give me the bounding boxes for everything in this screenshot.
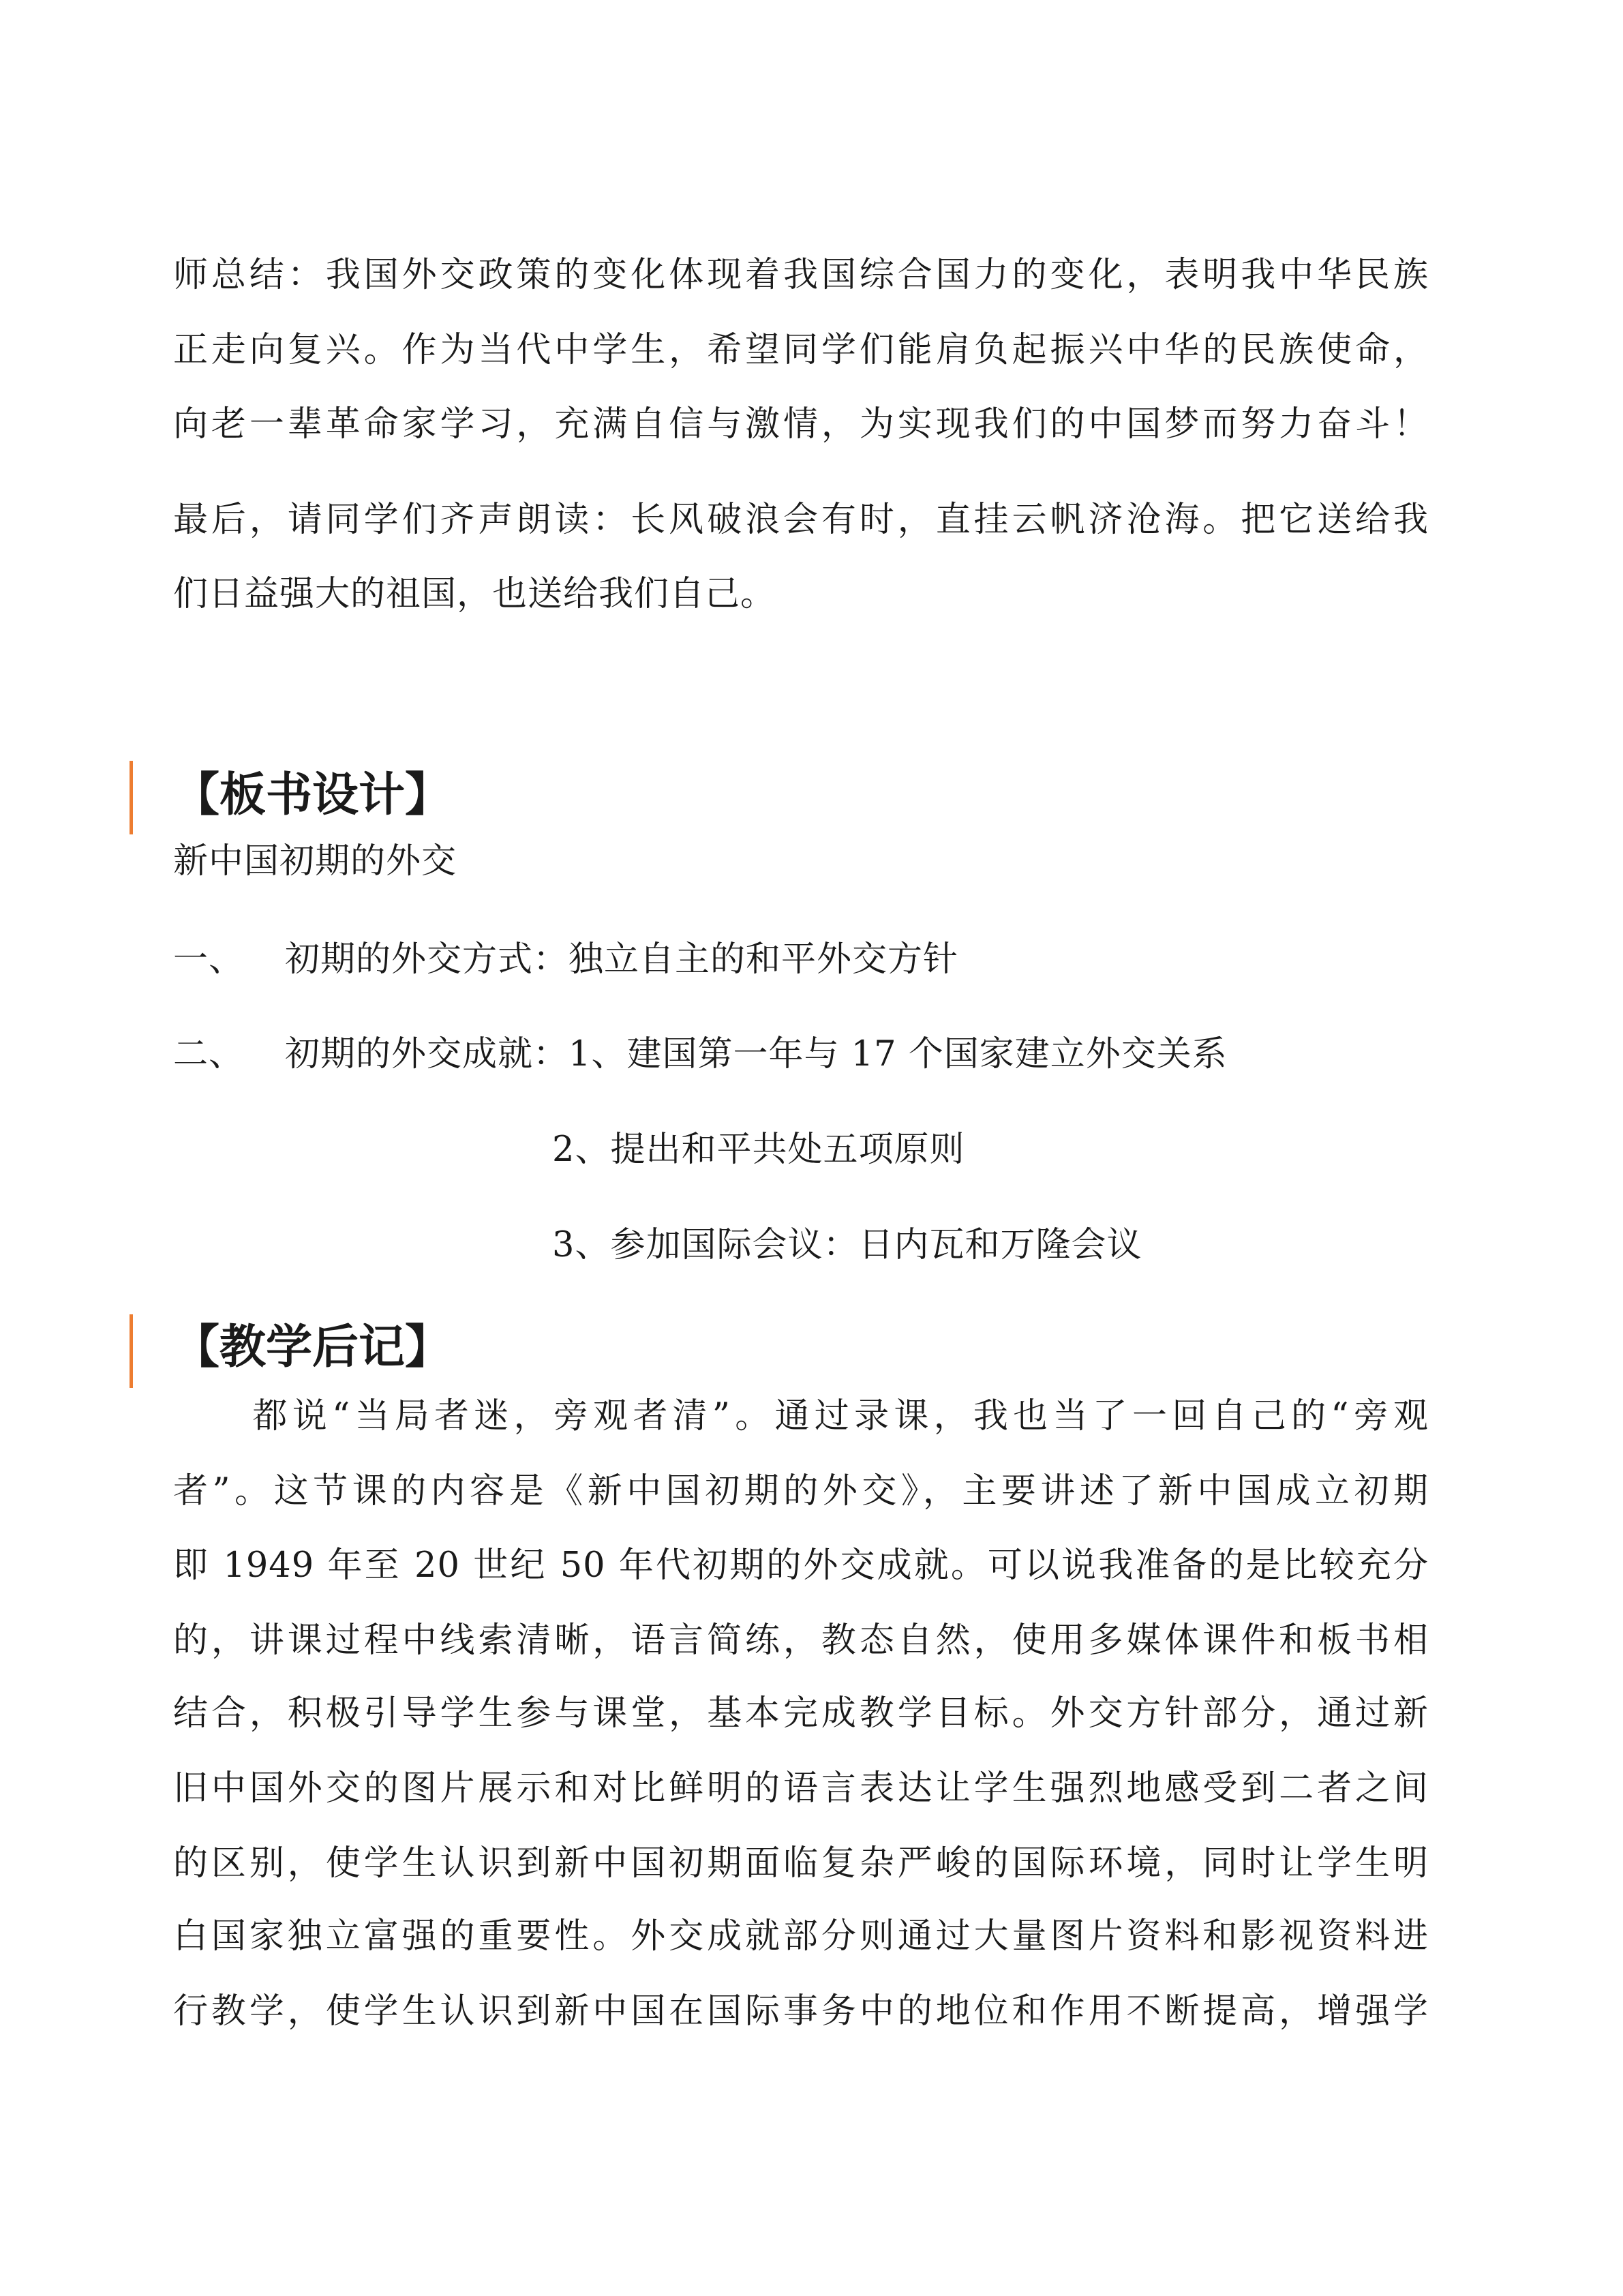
paragraph-line: 师总结：我国外交政策的变化体现着我国综合国力的变化，表明我中华民族 [173, 255, 1429, 295]
section-heading: 【教学后记】 [173, 1320, 452, 1374]
section-accent-bar [130, 761, 133, 834]
item-text: 初期的外交成就：1、建国第一年与 17 个国家建立外交关系 [285, 1034, 1228, 1074]
section-accent-bar [130, 1314, 133, 1388]
paragraph-line: 向老一辈革命家学习，充满自信与激情，为实现我们的中国梦而努力奋斗！ [173, 404, 1429, 444]
paragraph-line: 们日益强大的祖国，也送给我们自己。 [173, 574, 776, 614]
paragraph-line: 的，讲课过程中线索清晰，语言简练，教态自然，使用多媒体课件和板书相 [173, 1620, 1429, 1661]
paragraph-line: 行教学，使学生认识到新中国在国际事务中的地位和作用不断提高，增强学 [173, 1991, 1429, 2031]
paragraph-line: 正走向复兴。作为当代中学生，希望同学们能肩负起振兴中华的民族使命， [173, 330, 1429, 370]
item-text: 初期的外交方式：独立自主的和平外交方针 [285, 939, 959, 980]
paragraph-line: 旧中国外交的图片展示和对比鲜明的语言表达让学生强烈地感受到二者之间 [173, 1768, 1429, 1809]
paragraph-line: 的区别，使学生认识到新中国初期面临复杂严峻的国际环境，同时让学生明 [173, 1843, 1429, 1884]
paragraph-line: 都说“当局者迷，旁观者清”。通过录课，我也当了一回自己的“旁观 [173, 1396, 1429, 1436]
item-number: 二、 [173, 1034, 245, 1074]
item-number: 一、 [173, 939, 245, 980]
paragraph-line: 即 1949 年至 20 世纪 50 年代初期的外交成就。可以说我准备的是比较充分 [173, 1545, 1429, 1586]
section-heading: 【板书设计】 [173, 768, 452, 822]
sub-item: 2、提出和平共处五项原则 [552, 1130, 965, 1170]
paragraph-line: 白国家独立富强的重要性。外交成就部分则通过大量图片资料和影视资料进 [173, 1916, 1429, 1957]
paragraph-line: 者”。这节课的内容是《新中国初期的外交》，主要讲述了新中国成立初期 [173, 1471, 1429, 1511]
board-title: 新中国初期的外交 [173, 841, 457, 881]
sub-item: 3、参加国际会议：日内瓦和万隆会议 [552, 1225, 1142, 1265]
paragraph-line: 最后，请同学们齐声朗读：长风破浪会有时，直挂云帆济沧海。把它送给我 [173, 500, 1429, 540]
paragraph-line: 结合，积极引导学生参与课堂，基本完成教学目标。外交方针部分，通过新 [173, 1693, 1429, 1734]
